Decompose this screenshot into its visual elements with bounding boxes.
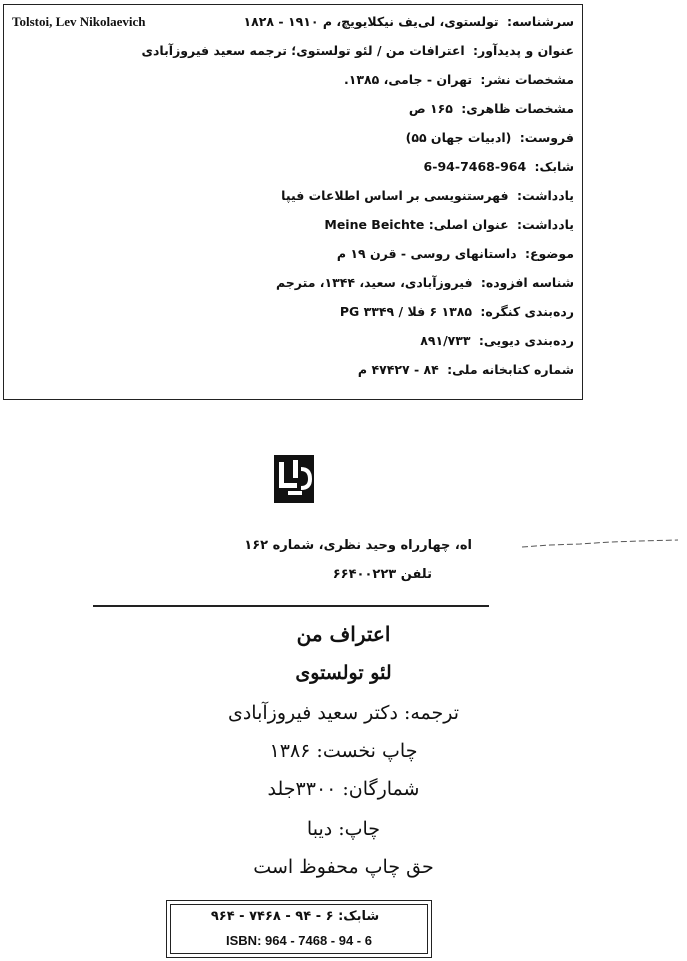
cip-value: (ادبیات جهان ۵۵): [405, 130, 512, 145]
book-author: لئو تولستوی: [295, 662, 392, 684]
cip-row-publication: [12, 67, 574, 93]
cip-label: شابک:: [534, 159, 574, 174]
cip-value: 964-7468-94-6: [423, 159, 527, 174]
cip-value: ۱۶۵ ص: [408, 101, 453, 116]
cip-label: مشخصات نشر:: [480, 72, 574, 87]
cip-label: رده‌بندی کنگره:: [480, 304, 574, 319]
scan-mark: [520, 535, 680, 555]
cip-label: یادداشت:: [516, 217, 574, 232]
cip-label: فروست:: [519, 130, 574, 145]
cip-label: مشخصات ظاهری:: [461, 101, 574, 116]
book-translator: ترجمه: دکتر سعید فیروزآبادی: [227, 702, 460, 724]
cip-row-physical: [12, 96, 574, 122]
cip-row-dewey: [12, 328, 574, 354]
cip-value: داستانهای روسی - قرن ۱۹ م: [336, 246, 517, 261]
cip-label: موضوع:: [524, 246, 574, 261]
cip-value: تولستوی، لی‌یف نیکلایویچ، م ۱۹۱۰ - ۱۸۲۸: [243, 14, 499, 29]
circulation: شمارگان: ۳۳۰۰جلد: [267, 778, 420, 800]
cip-row-original-title: [12, 212, 574, 238]
cip-row-subject: [12, 241, 574, 267]
cip-row-isbn: [12, 154, 574, 180]
publisher-logo-icon: [274, 455, 314, 503]
cip-row-main-entry: [179, 9, 574, 35]
cataloging-box: [3, 4, 583, 400]
isbn-persian: شابک: ۶ - ۹۴ - ۷۴۶۸ - ۹۶۴: [210, 909, 380, 924]
cip-label: یادداشت:: [516, 188, 574, 203]
cip-value: تهران - جامی، ۱۳۸۵.: [344, 72, 473, 87]
cip-row-series: [12, 125, 574, 151]
divider: [93, 605, 489, 607]
cip-label: رده‌بندی دیویی:: [478, 333, 574, 348]
printer: چاپ: دیبا: [306, 818, 381, 840]
cip-label: سرشناسه:: [506, 14, 574, 29]
isbn-latin: ISBN: 964 - 7468 - 94 - 6: [226, 933, 372, 948]
cip-row-lc-class: [12, 299, 574, 325]
cip-value: عنوان اصلی: Meine Beichte: [324, 217, 509, 232]
cip-value: ۸۴ - ۴۷۴۲۷ م: [357, 362, 439, 377]
cip-label: عنوان و پدیدآور:: [473, 43, 574, 58]
cip-label: شناسه افزوده:: [480, 275, 574, 290]
cip-value: ۱۳۸۵ ۶ فلا / ۳۳۴۹ PG: [339, 304, 473, 319]
cip-row-national-library: [12, 357, 574, 383]
copyright-notice: حق چاپ محفوظ است: [253, 856, 434, 878]
first-print: چاپ نخست: ۱۳۸۶: [269, 740, 418, 762]
cip-value: فیروزآبادی، سعید، ۱۳۴۴، مترجم: [276, 275, 473, 290]
publisher-address: اه، چهارراه وحید نظری، شماره ۱۶۲: [244, 538, 472, 553]
cip-value: اعترافات من / لئو تولستوی؛ ترجمه سعید فیروزآبادی: [141, 43, 465, 58]
cip-value: ۸۹۱/۷۳۳: [420, 333, 471, 348]
latin-author-name: Tolstoi, Lev Nikolaevich: [12, 14, 146, 29]
cip-row-note: [12, 183, 574, 209]
isbn-box: [166, 900, 432, 958]
publisher-phone: تلفن ۶۶۴۰۰۲۲۳: [332, 567, 432, 582]
cip-label: شماره کتابخانه ملی:: [447, 362, 574, 377]
book-title: اعتراف من: [296, 622, 391, 646]
cip-value: فهرستنویسی بر اساس اطلاعات فیپا: [281, 188, 509, 203]
cip-row-title: [12, 38, 574, 64]
isbn-inner-frame: [170, 904, 428, 954]
cip-row-added-entry: [12, 270, 574, 296]
